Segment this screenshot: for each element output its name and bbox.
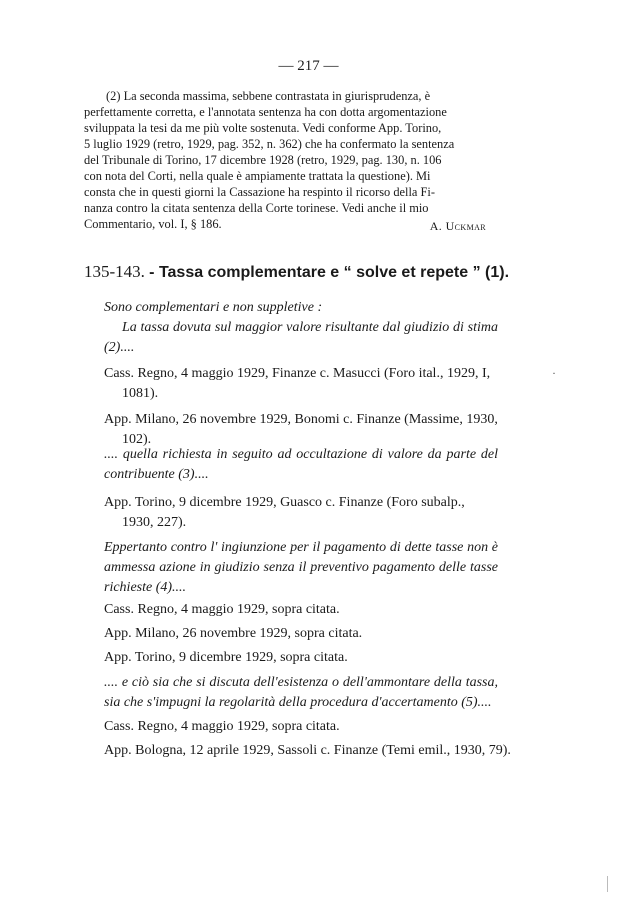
citation: Cass. Regno, 4 maggio 1929, sopra citata. (104, 719, 340, 734)
citation: App. Milano, 26 novembre 1929, Bonomi c. Finanze (Massime, 1930, 102). (104, 412, 498, 447)
maxim-text: .... e ciò sia che si discuta dell'esistenza o dell'ammontare della tassa, sia che s'impugni la regolarità della procedura d'accertamento (5).... (104, 675, 498, 710)
footnote-line: consta che in questi giorni la Cassazione ha respinto il ricorso della Fi- (84, 185, 435, 199)
citation: Cass. Regno, 4 maggio 1929, Finanze c. Masucci (Foro ital., 1929, I, 1081). (104, 366, 491, 401)
citation: App. Milano, 26 novembre 1929, sopra citata. (104, 626, 363, 641)
citation: App. Torino, 9 dicembre 1929, sopra citata. (104, 650, 348, 665)
section-heading (84, 262, 514, 282)
margin-mark: · (552, 366, 556, 380)
author-signature: A. Uckmar (429, 219, 486, 233)
maxim-text: La tassa dovuta sul maggior valore risultante dal giudizio di stima (2).... (104, 320, 498, 355)
citation: Cass. Regno, 4 maggio 1929, sopra citata. (104, 602, 340, 617)
footnote-line: (2) La seconda massima, sebbene contrastata in giurisprudenza, è (106, 89, 431, 103)
footnote-line: con nota del Corti, nella quale è ampiamente trattata la questione). Mi (84, 169, 431, 183)
footnote-line: del Tribunale di Torino, 17 dicembre 1928 (retro, 1929, pag. 130, n. 106 (84, 153, 442, 167)
footnote-line: 5 luglio 1929 (retro, 1929, pag. 352, n. 362) che ha confermato la sentenza (84, 137, 455, 151)
heading-title: - Tassa complementare e “ solve et repete ” (1). (149, 264, 510, 281)
footnote-line: nanza contro la citata sentenza della Corte torinese. Vedi anche il mio (84, 201, 429, 215)
maxim-block (104, 298, 498, 450)
page-number: — 217 — (278, 58, 339, 74)
footnote (84, 88, 494, 232)
maxim-block (104, 445, 498, 533)
citation: App. Bologna, 12 aprile 1929, Sassoli c. Finanze (Temi emil., 1930, 79). (104, 743, 511, 758)
maxim-block (104, 538, 498, 668)
maxim-block (104, 673, 511, 761)
citation: App. Torino, 9 dicembre 1929, Guasco c. Finanze (Foro subalp., 1930, 227). (104, 495, 465, 530)
maxim-intro: Sono complementari e non suppletive : (104, 300, 323, 315)
maxim-text: Eppertanto contro l' ingiunzione per il pagamento di dette tasse non è ammessa azione in giudizio senza il preventivo pagamento delle tasse richieste (4).... (104, 540, 498, 595)
footnote-line: Commentario, vol. I, § 186. (84, 217, 222, 231)
heading-number: 135-143. (84, 262, 145, 281)
page-edge-mark (607, 876, 608, 892)
maxim-text: .... quella richiesta in seguito ad occultazione di valore da parte del contribuente (3).... (104, 447, 498, 482)
footnote-marker: (2) (106, 89, 121, 103)
footnote-line: sviluppata la tesi da me più volte sostenuta. Vedi conforme App. Torino, (84, 121, 442, 135)
footnote-line: perfettamente corretta, e l'annotata sentenza ha con dotta argomentazione (84, 105, 447, 119)
